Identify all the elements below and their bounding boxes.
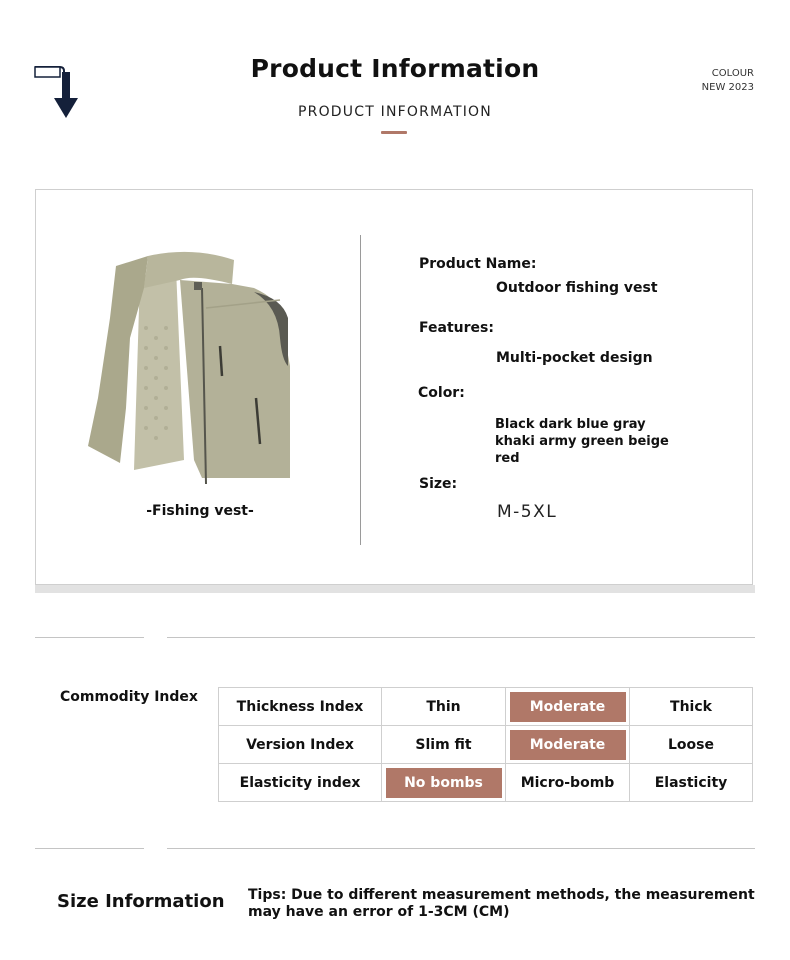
- size-label: Size:: [419, 476, 458, 492]
- new-label: NEW 2023: [701, 82, 754, 93]
- color-value: [495, 416, 695, 467]
- size-value: M-5XL: [497, 502, 558, 522]
- color-label: Color:: [418, 385, 465, 401]
- page-subtitle: PRODUCT INFORMATION: [298, 104, 492, 120]
- title-accent-bar: [381, 131, 407, 134]
- features-label: Features:: [419, 320, 494, 336]
- selected-badge: Moderate: [510, 692, 626, 722]
- option-thin: Thin: [382, 688, 506, 726]
- colour-tag: [702, 67, 754, 95]
- color-line: Black dark blue gray: [495, 417, 646, 432]
- section-divider: [35, 637, 144, 638]
- option-elasticity: Elasticity: [630, 764, 753, 802]
- card-divider: [360, 235, 361, 545]
- table-row: [219, 764, 753, 802]
- option-thick: Thick: [630, 688, 753, 726]
- product-caption: -Fishing vest-: [146, 503, 254, 519]
- product-name-label: Product Name:: [419, 256, 537, 272]
- page-title: Product Information: [250, 54, 540, 83]
- card-shadow: [35, 585, 755, 593]
- section-divider: [167, 848, 755, 849]
- option-moderate: [506, 688, 630, 726]
- selected-badge: Moderate: [510, 730, 626, 760]
- colour-label: COLOUR: [711, 68, 754, 79]
- fishing-vest-image: [82, 248, 297, 490]
- version-index-label: Version Index: [219, 726, 382, 764]
- color-line: khaki army green beige: [495, 434, 669, 449]
- features-value: Multi-pocket design: [496, 350, 653, 366]
- commodity-index-title: Commodity Index: [60, 689, 198, 705]
- table-row: [219, 688, 753, 726]
- option-no-bombs: [382, 764, 506, 802]
- product-name-value: Outdoor fishing vest: [496, 280, 658, 296]
- table-row: [219, 726, 753, 764]
- color-line: red: [495, 451, 520, 466]
- section-divider: [35, 848, 144, 849]
- option-moderate: [506, 726, 630, 764]
- size-information-title: Size Information: [57, 891, 225, 912]
- selected-badge: No bombs: [386, 768, 502, 798]
- size-tips: Tips: Due to different measurement methods, the measurement may have an error of 1-3CM (CM): [248, 887, 755, 920]
- elasticity-index-label: Elasticity index: [219, 764, 382, 802]
- thickness-index-label: Thickness Index: [219, 688, 382, 726]
- option-slim-fit: Slim fit: [382, 726, 506, 764]
- section-divider: [167, 637, 755, 638]
- commodity-index-table: [218, 687, 753, 802]
- option-micro-bomb: Micro-bomb: [506, 764, 630, 802]
- option-loose: Loose: [630, 726, 753, 764]
